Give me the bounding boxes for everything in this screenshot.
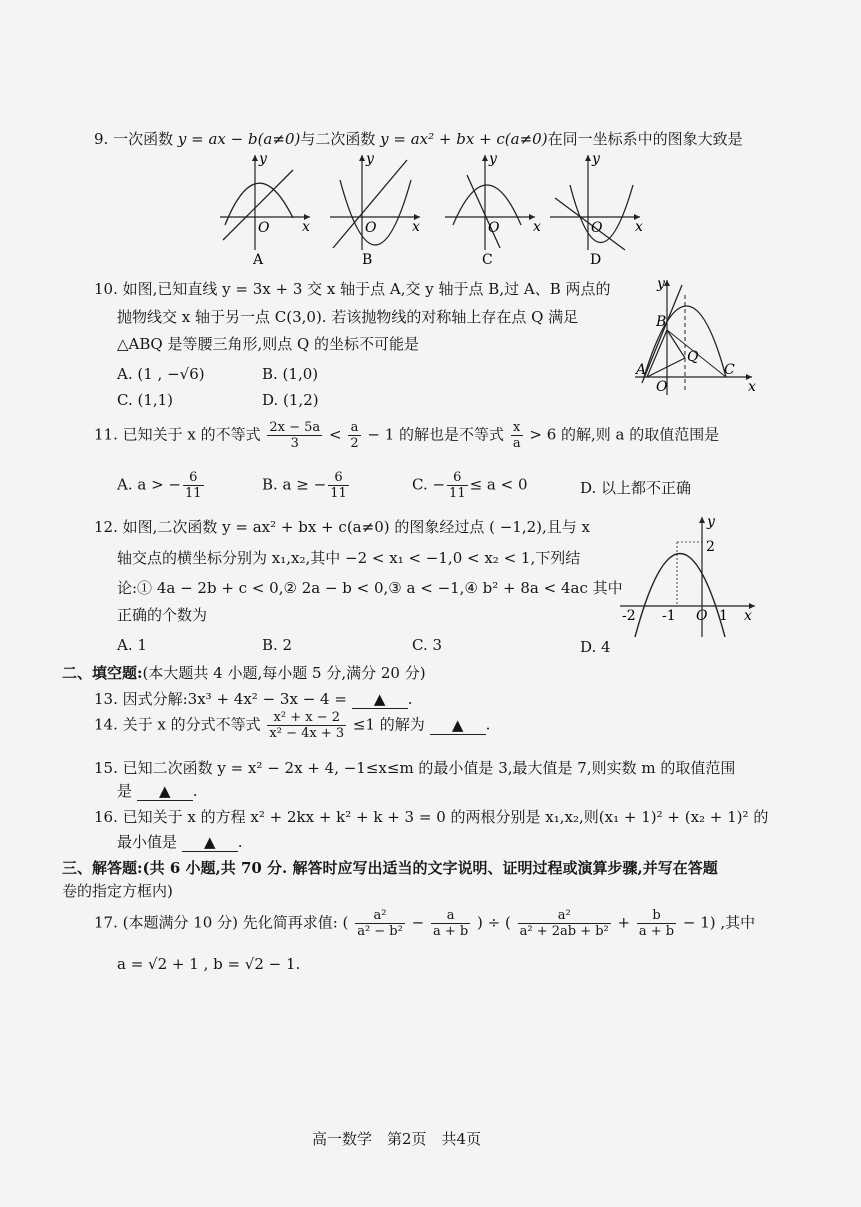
q10-point-a: A [636,362,647,378]
q17-frac1-num: a² [355,908,405,924]
q10-y-label: y [657,276,665,292]
q12-tick-1: 1 [719,608,728,624]
q11-frac1-num: 2x − 5a [269,420,321,435]
q9-graph-d [550,151,643,268]
q11-mid: − 1 的解也是不等式 [367,425,505,444]
q11-frac1 [267,420,322,451]
q12-option-c: C. 3 [412,636,443,654]
q17-frac2 [431,908,470,939]
q17-line2: a = √2 + 1 , b = √2 − 1. [117,955,301,973]
q13-text: 13. 因式分解:3x³ + 4x² − 3x − 4 = [94,690,347,708]
q11-opt-b-den: 11 [330,486,347,501]
page-footer: 高一数学 第2页 共4页 [312,1130,482,1148]
q13 [94,688,412,709]
q11-lt: < [328,425,342,444]
q17-div: ) ÷ ( [477,913,511,932]
q11-opt-c-pre: C. − [412,475,446,494]
q10-origin: O [656,379,668,395]
q11-option-b [262,470,351,501]
q10-point-c: C [724,362,735,378]
q11-opt-c-frac [447,470,468,501]
q17-frac4-num: b [637,908,676,924]
q11-frac2 [348,420,360,451]
q10-point-q: Q [687,349,699,365]
q16-answer-blank: ▲ [182,833,238,852]
q11-opt-c-den: 11 [449,486,466,501]
q11-frac3 [511,420,523,451]
q11-opt-a-num: 6 [183,470,204,486]
q10-x-label: x [748,379,756,395]
q9d-y-label: y [592,151,600,167]
q12-line2: 轴交点的横坐标分别为 x₁,x₂,其中 −2 < x₁ < −1,0 < x₂ < 1,下列结 [117,549,581,567]
q17-frac2-den: a + b [432,924,469,939]
q9b-origin: O [365,220,377,236]
q9-number: 9. [94,130,109,148]
q12-tick-2: 2 [706,539,715,555]
q17-frac3 [518,908,611,939]
q9-graphs [215,150,645,270]
q11-frac3-den: a [512,436,521,451]
q9-stem [94,128,743,149]
q12-y-label: y [707,514,715,530]
q17-frac1-den: a² − b² [357,924,403,939]
q11-frac1-den: 3 [290,436,299,451]
section2-desc: (本大题共 4 小题,每小题 5 分,满分 20 分) [142,664,426,682]
q16-end: . [237,833,243,851]
q14-tail: ≤1 的解为 [352,715,425,734]
q9-quadratic-function: y = ax² + bx + c(a≠0) [380,130,548,148]
q9c-origin: O [488,220,500,236]
q10-figure [630,275,760,400]
q14-answer-blank: ▲ [430,716,486,735]
q12-origin: O [696,608,708,624]
q15-line1: 15. 已知二次函数 y = x² − 2x + 4, −1≤x≤m 的最小值是 3,最大值是 7,则实数 m 的取值范围 [94,759,736,777]
section3-line1: 三、解答题:(共 6 小题,共 70 分. 解答时应写出适当的文字说明、证明过程或演算步骤,并写在答题 [62,859,718,877]
q11-tail: > 6 的解,则 a 的取值范围是 [529,425,720,444]
q11-opt-a-den: 11 [184,486,202,501]
q17-minus: − [411,913,425,932]
q11-option-a [117,470,206,501]
q17-line1 [94,908,755,939]
q11-opt-b-pre: B. a ≥ − [262,475,327,494]
q11-opt-c-num: 6 [447,470,468,486]
q17-frac4 [637,908,676,939]
q14-end: . [485,715,491,734]
q9-option-d: D [590,252,602,268]
q12-tick-m1: -1 [662,608,676,624]
q9c-x-label: x [533,219,541,235]
q12-figure [615,512,765,642]
q9b-x-label: x [412,219,420,235]
q11-option-c [412,470,528,501]
q9a-origin: O [258,220,270,236]
q12-option-a: A. 1 [117,636,147,654]
q14-lead: 14. 关于 x 的分式不等式 [94,715,261,734]
q9-graph-c [445,151,541,268]
q12-line4: 正确的个数为 [117,606,208,624]
q10-option-b: B. (1,0) [262,365,319,383]
q11-opt-a-pre: A. a > − [117,475,181,494]
q15-line2 [117,780,198,801]
q17-tail: − 1) ,其中 [682,913,756,932]
q12-option-b: B. 2 [262,636,293,654]
q10-option-d: D. (1,2) [262,391,319,409]
q11-option-d: D. 以上都不正确 [580,479,692,497]
q9a-x-label: x [302,219,310,235]
q11-frac2-den: 2 [350,436,359,451]
q9-stem-a: 一次函数 [113,130,174,148]
q11-opt-a-frac [183,470,204,501]
q15-line2-pre: 是 [117,782,133,800]
q15-answer-blank: ▲ [137,782,193,801]
q9d-origin: O [591,220,603,236]
q12-tick-m2: -2 [622,608,636,624]
q15-end: . [192,782,198,800]
q17-frac1 [355,908,405,939]
q9-graph-b [330,151,420,268]
q13-end: . [407,690,413,708]
q11-opt-c-post: ≤ a < 0 [469,475,528,494]
section2-heading [62,662,426,683]
q10-line3: △ABQ 是等腰三角形,则点 Q 的坐标不可能是 [117,335,420,353]
q9-option-b: B [362,252,373,268]
q10-line1: 10. 如图,已知直线 y = 3x + 3 交 x 轴于点 A,交 y 轴于点 B,过 A、B 两点的 [94,280,611,298]
q9c-y-label: y [489,151,497,167]
q11-lead: 11. 已知关于 x 的不等式 [94,425,261,444]
q12-line3: 论:① 4a − 2b + c < 0,② 2a − b < 0,③ a < −1,④ b² + 8a < 4ac 其中 [117,579,623,597]
q17-frac4-den: a + b [638,924,675,939]
q9-stem-c: 在同一坐标系中的图象大致是 [547,130,743,148]
q11-opt-b-num: 6 [328,470,349,486]
q17-plus: + [617,913,631,932]
q12-x-label: x [744,608,752,624]
q9-option-c: C [482,252,493,268]
q11-frac2-num: a [348,420,360,436]
q9d-x-label: x [635,219,643,235]
q10-option-c: C. (1,1) [117,391,174,409]
q14-frac-num: x² + x − 2 [267,710,346,726]
q16-line1: 16. 已知关于 x 的方程 x² + 2kx + k² + k + 3 = 0 的两根分别是 x₁,x₂,则(x₁ + 1)² + (x₂ + 1)² 的 [94,808,769,826]
q9-graph-a [220,151,310,268]
q10-line2: 抛物线交 x 轴于另一点 C(3,0). 若该抛物线的对称轴上存在点 Q 满足 [117,308,579,326]
q11-opt-b-frac [328,470,349,501]
q14 [94,710,490,741]
q11-stem [94,420,719,451]
q11-frac3-num: x [511,420,523,436]
q16-line2 [117,831,243,852]
q13-answer-blank: ▲ [352,690,408,709]
q14-frac [267,710,346,741]
q16-line2-pre: 最小值是 [117,833,178,851]
q9-stem-b: 与二次函数 [300,130,376,148]
q9b-y-label: y [366,151,374,167]
q17-frac3-num: a² [518,908,611,924]
q17-frac3-den: a² + 2ab + b² [519,924,609,939]
q12-line1: 12. 如图,二次函数 y = ax² + bx + c(a≠0) 的图象经过点 ( −1,2),且与 x [94,518,591,536]
q9-option-a: A [253,252,264,268]
q17-lead: 17. (本题满分 10 分) 先化简再求值: ( [94,913,349,932]
q10-point-b: B [656,314,667,330]
section3-line2: 卷的指定方框内) [62,882,173,900]
q10-option-a: A. (1 , −√6) [117,365,205,383]
q9-linear-function: y = ax − b(a≠0) [177,130,301,148]
q12-option-d: D. 4 [580,638,611,656]
q14-frac-den: x² − 4x + 3 [269,726,345,741]
q9a-y-label: y [259,151,267,167]
section2-title: 二、填空题: [62,664,143,682]
q17-frac2-num: a [431,908,470,924]
